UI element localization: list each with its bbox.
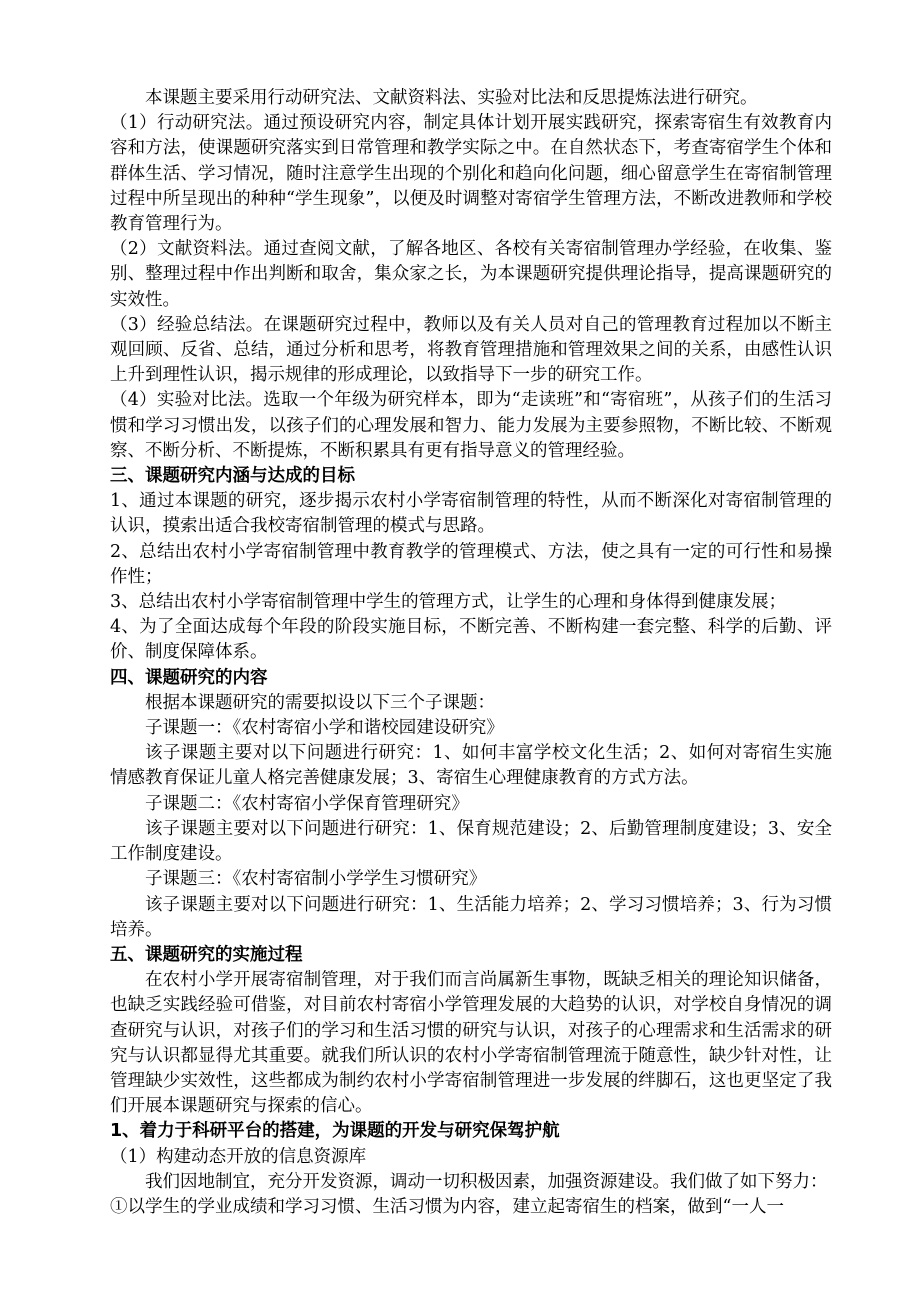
goal-item-2: 2、总结出农村小学寄宿制管理中教育教学的管理模式、方法，使之具有一定的可行性和易操作性； [110,541,832,587]
method-experimental-comparison: （4）实验对比法。选取一个年级为研究样本，即为“走读班”和“寄宿班”，从孩子们的生活习惯和学习习惯出发，以孩子们的心理发展和智力、能力发展为主要参照物，不断比较、不断观察、不断分析、不断提炼，不断积累具有更有指导意义的管理经验。 [110,390,832,461]
section-5-sub1-heading: 1、着力于科研平台的搭建，为课题的开发与研究保驾护航 [110,1121,560,1142]
section-5-heading: 五、课题研究的实施过程 [110,944,303,965]
section-4-heading: 四、课题研究的内容 [110,667,268,688]
section-3-heading: 三、课题研究内涵与达成的目标 [110,466,355,487]
methods-intro: 本课题主要采用行动研究法、文献资料法、实验对比法和反思提炼法进行研究。 [145,88,758,108]
section-5-sub1-point-1: ①以学生的学业成绩和学习习惯、生活习惯为内容，建立起寄宿生的档案，做到“一人一 [110,1196,784,1217]
method-literature: （2）文献资料法。通过查阅文献，了解各地区、各校有关寄宿制管理办学经验，在收集、鉴别、整理过程中作出判断和取舍，集众家之长，为本课题研究提供理论指导，提高课题研究的实效性。 [110,239,832,310]
subtopic-2-desc: 该子课题主要对以下问题进行研究：1、保育规范建设；2、后勤管理制度建设；3、安全工作制度建设。 [110,818,832,865]
section-5-sub1-body: 我们因地制宜，充分开发资源，调动一切积极因素，加强资源建设。我们做了如下努力： [145,1171,828,1192]
subtopic-1-title: 子课题一：《农村寄宿小学和谐校园建设研究》 [145,718,504,739]
subtopic-3-title: 子课题三：《农村寄宿制小学学生习惯研究》 [145,869,487,890]
subtopic-1-desc: 该子课题主要对以下问题进行研究：1、如何丰富学校文化生活；2、如何对寄宿生实施情感教育保证儿童人格完善健康发展；3、寄宿生心理健康教育的方式方法。 [110,743,832,789]
section-5-body: 在农村小学开展寄宿制管理，对于我们而言尚属新生事物，既缺乏相关的理论知识储备，也缺乏实践经验可借鉴，对目前农村寄宿小学管理发展的大趋势的认识，对学校自身情况的调查研究与认识，对孩子们的学习和生活习惯的研究与认识，对孩子的心理需求和生活需求的研究与认识都显得尤其重要。就我们所认识的农村小学寄宿制管理流于随意性，缺少针对性，让管理缺少实效性，这些都成为制约农村小学寄宿制管理进一步发展的绊脚石，这也更坚定了我们开展本课题研究与探索的信心。 [110,970,832,1117]
section-4-intro: 根据本课题研究的需要拟设以下三个子课题： [145,692,495,713]
subtopic-3-desc: 该子课题主要对以下问题进行研究：1、生活能力培养；2、学习习惯培养；3、行为习惯培养。 [110,894,832,940]
goal-item-3: 3、总结出农村小学寄宿制管理中学生的管理方式，让学生的心理和身体得到健康发展； [110,592,787,613]
section-5-sub1-item: （1）构建动态开放的信息资源库 [110,1146,367,1167]
goal-item-1: 1、通过本课题的研究，逐步揭示农村小学寄宿制管理的特性，从而不断深化对寄宿制管理的认识，摸索出适合我校寄宿制管理的模式与思路。 [110,491,832,537]
subtopic-2-title: 子课题二：《农村寄宿小学保育管理研究》 [145,793,469,814]
method-experience-summary: （3）经验总结法。在课题研究过程中，教师以及有关人员对自己的管理教育过程加以不断主观回顾、反省、总结，通过分析和思考，将教育管理措施和管理效果之间的关系，由感性认识上升到理性认识，揭示规律的形成理论，以致指导下一步的研究工作。 [110,314,832,386]
document-page [110,86,832,1220]
goal-item-4: 4、为了全面达成每个年段的阶段实施目标，不断完善、不断构建一套完整、科学的后勤、评价、制度保障体系。 [110,617,832,663]
method-action-research: （1）行动研究法。通过预设研究内容，制定具体计划开展实践研究，探索寄宿生有效教育内容和方法，使课题研究落实到日常管理和教学实际之中。在自然状态下，考查寄宿学生个体和群体生活、学习情况，随时注意学生出现的个别化和趋向化问题，细心留意学生在寄宿制管理过程中所呈现出的种种“学生现象”，以便及时调整对寄宿学生管理方法，不断改进教师和学校教育管理行为。 [110,113,832,235]
